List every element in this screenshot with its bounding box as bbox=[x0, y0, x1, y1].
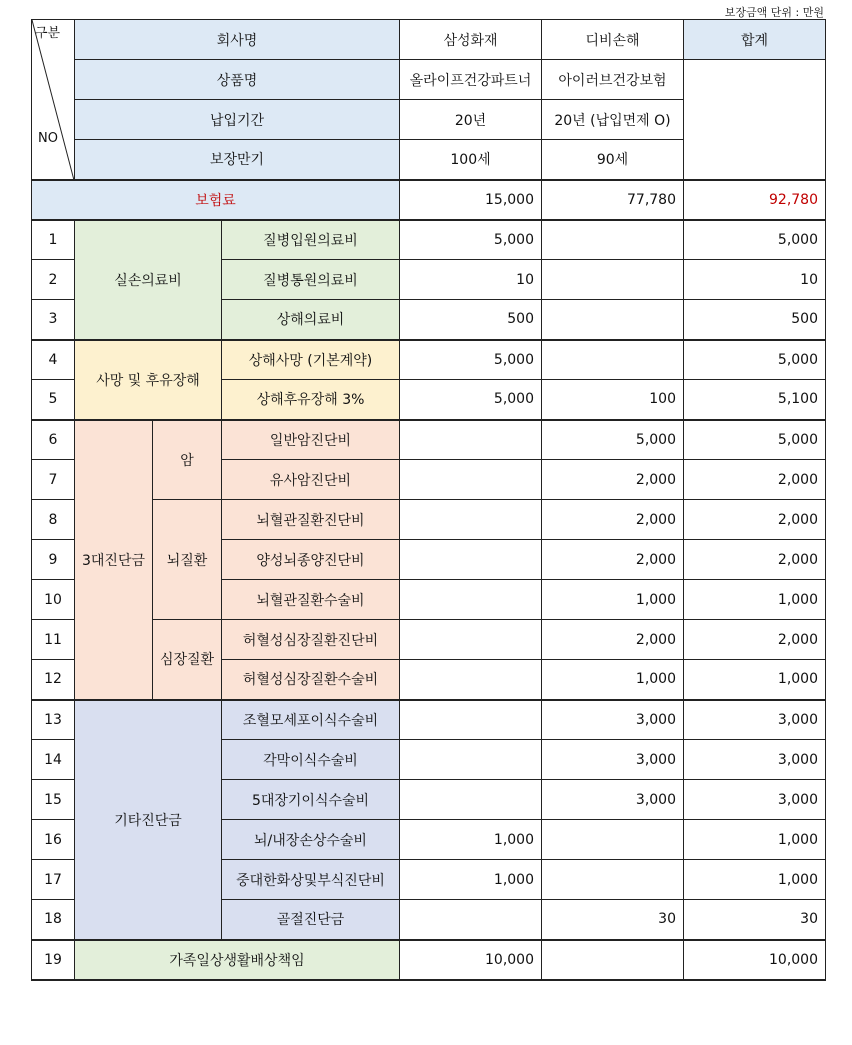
row-no: 14 bbox=[32, 740, 75, 780]
item-label: 중대한화상및부식진단비 bbox=[222, 860, 400, 900]
samsung-value bbox=[400, 420, 542, 460]
db-value: 100 bbox=[542, 380, 684, 420]
product-db: 아이러브건강보험 bbox=[542, 60, 684, 100]
row-no: 13 bbox=[32, 700, 75, 740]
product-header: 상품명 bbox=[75, 60, 400, 100]
db-value: 3,000 bbox=[542, 700, 684, 740]
subcategory-cancer: 암 bbox=[153, 420, 222, 500]
row-no: 2 bbox=[32, 260, 75, 300]
item-label: 허혈성심장질환진단비 bbox=[222, 620, 400, 660]
samsung-value bbox=[400, 460, 542, 500]
corner-top-label: 구분 bbox=[35, 26, 61, 41]
total-header-blank bbox=[684, 60, 826, 180]
db-value bbox=[542, 820, 684, 860]
db-value: 3,000 bbox=[542, 740, 684, 780]
row-no: 7 bbox=[32, 460, 75, 500]
samsung-value bbox=[400, 500, 542, 540]
total-value: 30 bbox=[684, 900, 826, 940]
payment-db: 20년 (납입면제 O) bbox=[542, 100, 684, 140]
item-label: 뇌혈관질환진단비 bbox=[222, 500, 400, 540]
row-no: 11 bbox=[32, 620, 75, 660]
category-three-major: 3대진단금 bbox=[75, 420, 153, 700]
total-value: 5,100 bbox=[684, 380, 826, 420]
db-value bbox=[542, 260, 684, 300]
db-value: 2,000 bbox=[542, 540, 684, 580]
total-value: 3,000 bbox=[684, 780, 826, 820]
db-value: 3,000 bbox=[542, 780, 684, 820]
table-row bbox=[32, 340, 826, 380]
company-db: 디비손해 bbox=[542, 20, 684, 60]
row-no: 18 bbox=[32, 900, 75, 940]
db-value: 5,000 bbox=[542, 420, 684, 460]
table-row bbox=[32, 420, 826, 460]
row-no: 17 bbox=[32, 860, 75, 900]
category-death-disability: 사망 및 후유장해 bbox=[75, 340, 222, 420]
row-no: 6 bbox=[32, 420, 75, 460]
company-header: 회사명 bbox=[75, 20, 400, 60]
unit-note: 보장금액 단위 : 만원 bbox=[724, 6, 824, 19]
samsung-value bbox=[400, 900, 542, 940]
row-no: 19 bbox=[32, 940, 75, 980]
total-value: 2,000 bbox=[684, 620, 826, 660]
db-value bbox=[542, 940, 684, 980]
item-label: 골절진단금 bbox=[222, 900, 400, 940]
db-value: 1,000 bbox=[542, 660, 684, 700]
db-value: 2,000 bbox=[542, 500, 684, 540]
premium-db: 77,780 bbox=[542, 180, 684, 220]
samsung-value: 1,000 bbox=[400, 820, 542, 860]
total-value: 500 bbox=[684, 300, 826, 340]
item-label: 상해후유장해 3% bbox=[222, 380, 400, 420]
samsung-value: 10,000 bbox=[400, 940, 542, 980]
db-value: 1,000 bbox=[542, 580, 684, 620]
row-no: 12 bbox=[32, 660, 75, 700]
item-label: 상해의료비 bbox=[222, 300, 400, 340]
total-value: 5,000 bbox=[684, 340, 826, 380]
item-label: 유사암진단비 bbox=[222, 460, 400, 500]
corner-diagonal bbox=[32, 20, 75, 180]
item-label: 각막이식수술비 bbox=[222, 740, 400, 780]
samsung-value bbox=[400, 740, 542, 780]
header-row-company bbox=[32, 20, 826, 60]
db-value: 2,000 bbox=[542, 460, 684, 500]
total-value: 10,000 bbox=[684, 940, 826, 980]
samsung-value bbox=[400, 700, 542, 740]
item-label: 질병입원의료비 bbox=[222, 220, 400, 260]
payment-samsung: 20년 bbox=[400, 100, 542, 140]
db-value: 2,000 bbox=[542, 620, 684, 660]
row-no: 8 bbox=[32, 500, 75, 540]
maturity-db: 90세 bbox=[542, 140, 684, 180]
samsung-value: 500 bbox=[400, 300, 542, 340]
item-label: 상해사망 (기본계약) bbox=[222, 340, 400, 380]
samsung-value bbox=[400, 540, 542, 580]
total-value: 1,000 bbox=[684, 860, 826, 900]
samsung-value bbox=[400, 620, 542, 660]
total-value: 5,000 bbox=[684, 220, 826, 260]
category-family-liability: 가족일상생활배상책임 bbox=[75, 940, 400, 980]
total-value: 2,000 bbox=[684, 460, 826, 500]
row-no: 9 bbox=[32, 540, 75, 580]
samsung-value: 1,000 bbox=[400, 860, 542, 900]
db-value bbox=[542, 220, 684, 260]
item-label: 양성뇌종양진단비 bbox=[222, 540, 400, 580]
row-no: 16 bbox=[32, 820, 75, 860]
maturity-samsung: 100세 bbox=[400, 140, 542, 180]
samsung-value: 5,000 bbox=[400, 340, 542, 380]
corner-cell bbox=[32, 20, 75, 180]
samsung-value bbox=[400, 780, 542, 820]
product-samsung: 올라이프건강파트너 bbox=[400, 60, 542, 100]
db-value bbox=[542, 340, 684, 380]
insurance-comparison-table bbox=[31, 19, 826, 981]
row-no: 4 bbox=[32, 340, 75, 380]
row-no: 3 bbox=[32, 300, 75, 340]
samsung-value bbox=[400, 660, 542, 700]
total-value: 2,000 bbox=[684, 540, 826, 580]
row-no: 1 bbox=[32, 220, 75, 260]
total-value: 2,000 bbox=[684, 500, 826, 540]
category-actual-medical: 실손의료비 bbox=[75, 220, 222, 340]
samsung-value bbox=[400, 580, 542, 620]
premium-total: 92,780 bbox=[684, 180, 826, 220]
total-value: 3,000 bbox=[684, 740, 826, 780]
row-no: 10 bbox=[32, 580, 75, 620]
premium-row bbox=[32, 180, 826, 220]
premium-samsung: 15,000 bbox=[400, 180, 542, 220]
samsung-value: 5,000 bbox=[400, 380, 542, 420]
table-row bbox=[32, 940, 826, 980]
total-header: 합계 bbox=[684, 20, 826, 60]
db-value bbox=[542, 300, 684, 340]
subcategory-heart: 심장질환 bbox=[153, 620, 222, 700]
total-value: 1,000 bbox=[684, 660, 826, 700]
total-value: 10 bbox=[684, 260, 826, 300]
total-value: 3,000 bbox=[684, 700, 826, 740]
item-label: 조혈모세포이식수술비 bbox=[222, 700, 400, 740]
header-row-product bbox=[32, 60, 826, 100]
category-other-diagnosis: 기타진단금 bbox=[75, 700, 222, 940]
row-no: 5 bbox=[32, 380, 75, 420]
item-label: 뇌/내장손상수술비 bbox=[222, 820, 400, 860]
premium-label: 보험료 bbox=[32, 180, 400, 220]
item-label: 5대장기이식수술비 bbox=[222, 780, 400, 820]
total-value: 5,000 bbox=[684, 420, 826, 460]
db-value bbox=[542, 860, 684, 900]
table-row bbox=[32, 220, 826, 260]
maturity-header: 보장만기 bbox=[75, 140, 400, 180]
company-samsung: 삼성화재 bbox=[400, 20, 542, 60]
corner-bottom-label: NO bbox=[38, 130, 58, 146]
item-label: 허혈성심장질환수술비 bbox=[222, 660, 400, 700]
row-no: 15 bbox=[32, 780, 75, 820]
total-value: 1,000 bbox=[684, 820, 826, 860]
table-row bbox=[32, 700, 826, 740]
total-value: 1,000 bbox=[684, 580, 826, 620]
item-label: 일반암진단비 bbox=[222, 420, 400, 460]
samsung-value: 5,000 bbox=[400, 220, 542, 260]
item-label: 뇌혈관질환수술비 bbox=[222, 580, 400, 620]
item-label: 질병통원의료비 bbox=[222, 260, 400, 300]
subcategory-brain: 뇌질환 bbox=[153, 500, 222, 620]
samsung-value: 10 bbox=[400, 260, 542, 300]
payment-period-header: 납입기간 bbox=[75, 100, 400, 140]
db-value: 30 bbox=[542, 900, 684, 940]
